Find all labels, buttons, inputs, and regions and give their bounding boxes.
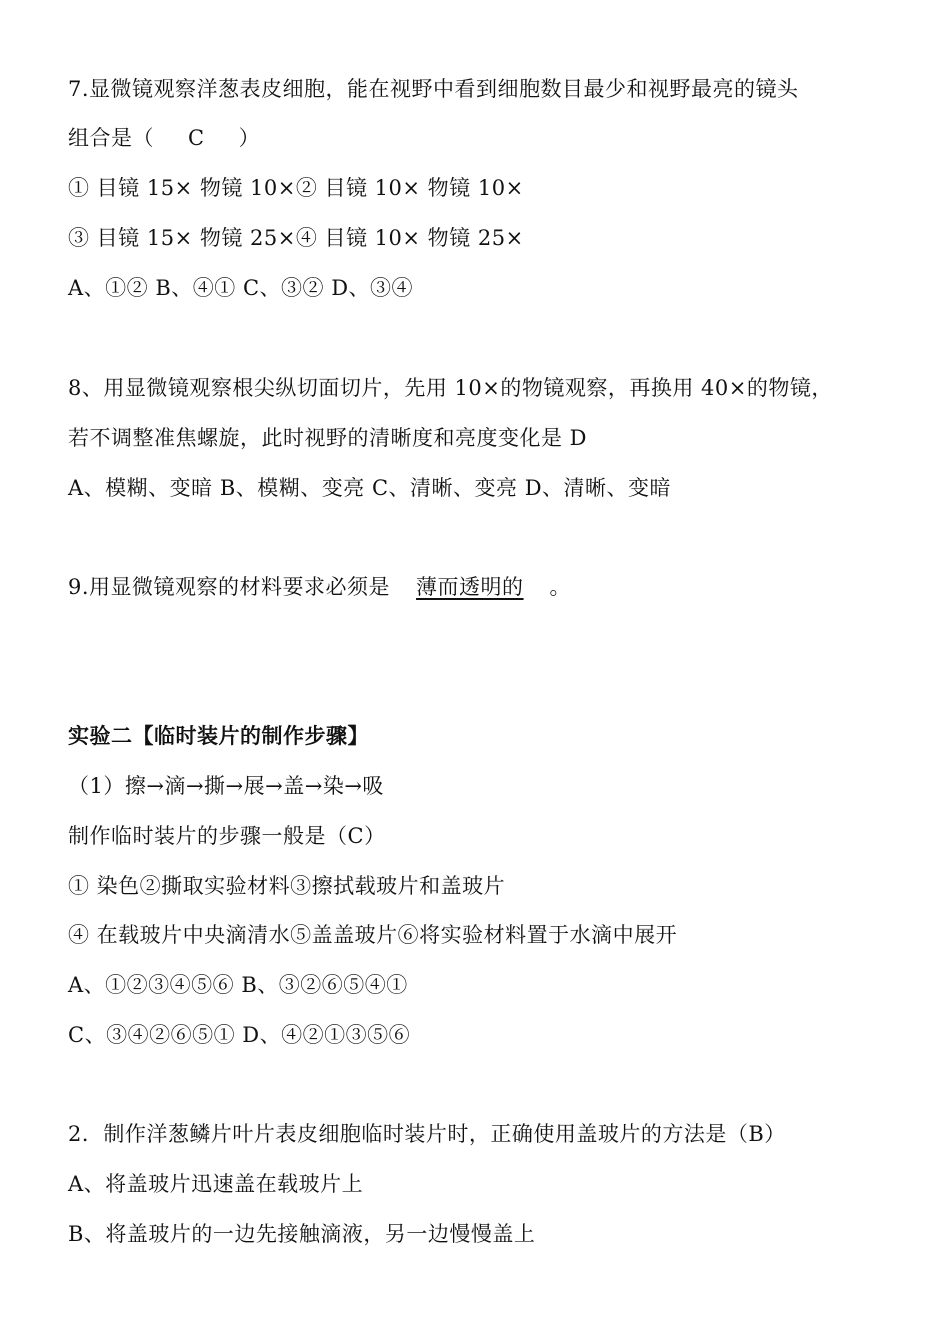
exp2-q1-option-line2: ④ 在载玻片中央滴清水⑤盖盖玻片⑥将实验材料置于水滴中展开: [68, 923, 678, 947]
exp2-q1-choices-ab: A、①②③④⑤⑥ B、③②⑥⑤④①: [68, 973, 408, 997]
q9-line: [68, 574, 571, 600]
exp2-q2-option-b: B、将盖玻片的一边先接触滴液，另一边慢慢盖上: [68, 1222, 536, 1246]
q7-answer: C: [188, 126, 205, 150]
q7-stem-prefix: 组合是（: [68, 126, 154, 150]
exp2-q2-option-a: A、将盖玻片迅速盖在载玻片上: [68, 1172, 364, 1196]
q7-option-line1: ① 目镜 15× 物镜 10×② 目镜 10× 物镜 10×: [68, 176, 524, 200]
q7-option-line2: ③ 目镜 15× 物镜 25×④ 目镜 10× 物镜 25×: [68, 226, 524, 250]
q7-stem-line1: 7.显微镜观察洋葱表皮细胞，能在视野中看到细胞数目最少和视野最亮的镜头: [68, 77, 799, 101]
q7-choices: A、①② B、④① C、③② D、③④: [68, 276, 414, 300]
exp2-steps: （1）擦→滴→撕→展→盖→染→吸: [68, 774, 384, 798]
q7-stem-suffix: ）: [238, 126, 261, 150]
exp2-q1-choices-cd: C、③④②⑥⑤① D、④②①③⑤⑥: [68, 1023, 411, 1047]
q7-stem-line2: [68, 125, 260, 151]
exp2-heading: 实验二【临时装片的制作步骤】: [68, 724, 369, 748]
q8-choices: A、模糊、变暗 B、模糊、变亮 C、清晰、变亮 D、清晰、变暗: [68, 476, 672, 500]
q9-prefix: 9.用显微镜观察的材料要求必须是: [68, 575, 391, 599]
exp2-q2-stem: 2．制作洋葱鳞片叶片表皮细胞临时装片时，正确使用盖玻片的方法是（B）: [68, 1122, 786, 1146]
exp2-q1-option-line1: ① 染色②撕取实验材料③擦拭载玻片和盖玻片: [68, 874, 506, 898]
exp2-q1-stem: 制作临时装片的步骤一般是（C）: [68, 824, 386, 848]
q9-answer-blank: 薄而透明的: [416, 575, 524, 599]
q8-stem-line2: 若不调整准焦螺旋，此时视野的清晰度和亮度变化是 D: [68, 426, 588, 450]
q9-suffix: 。: [549, 575, 572, 599]
q8-stem-line1: 8、用显微镜观察根尖纵切面切片，先用 10×的物镜观察，再换用 40×的物镜，: [68, 376, 833, 400]
